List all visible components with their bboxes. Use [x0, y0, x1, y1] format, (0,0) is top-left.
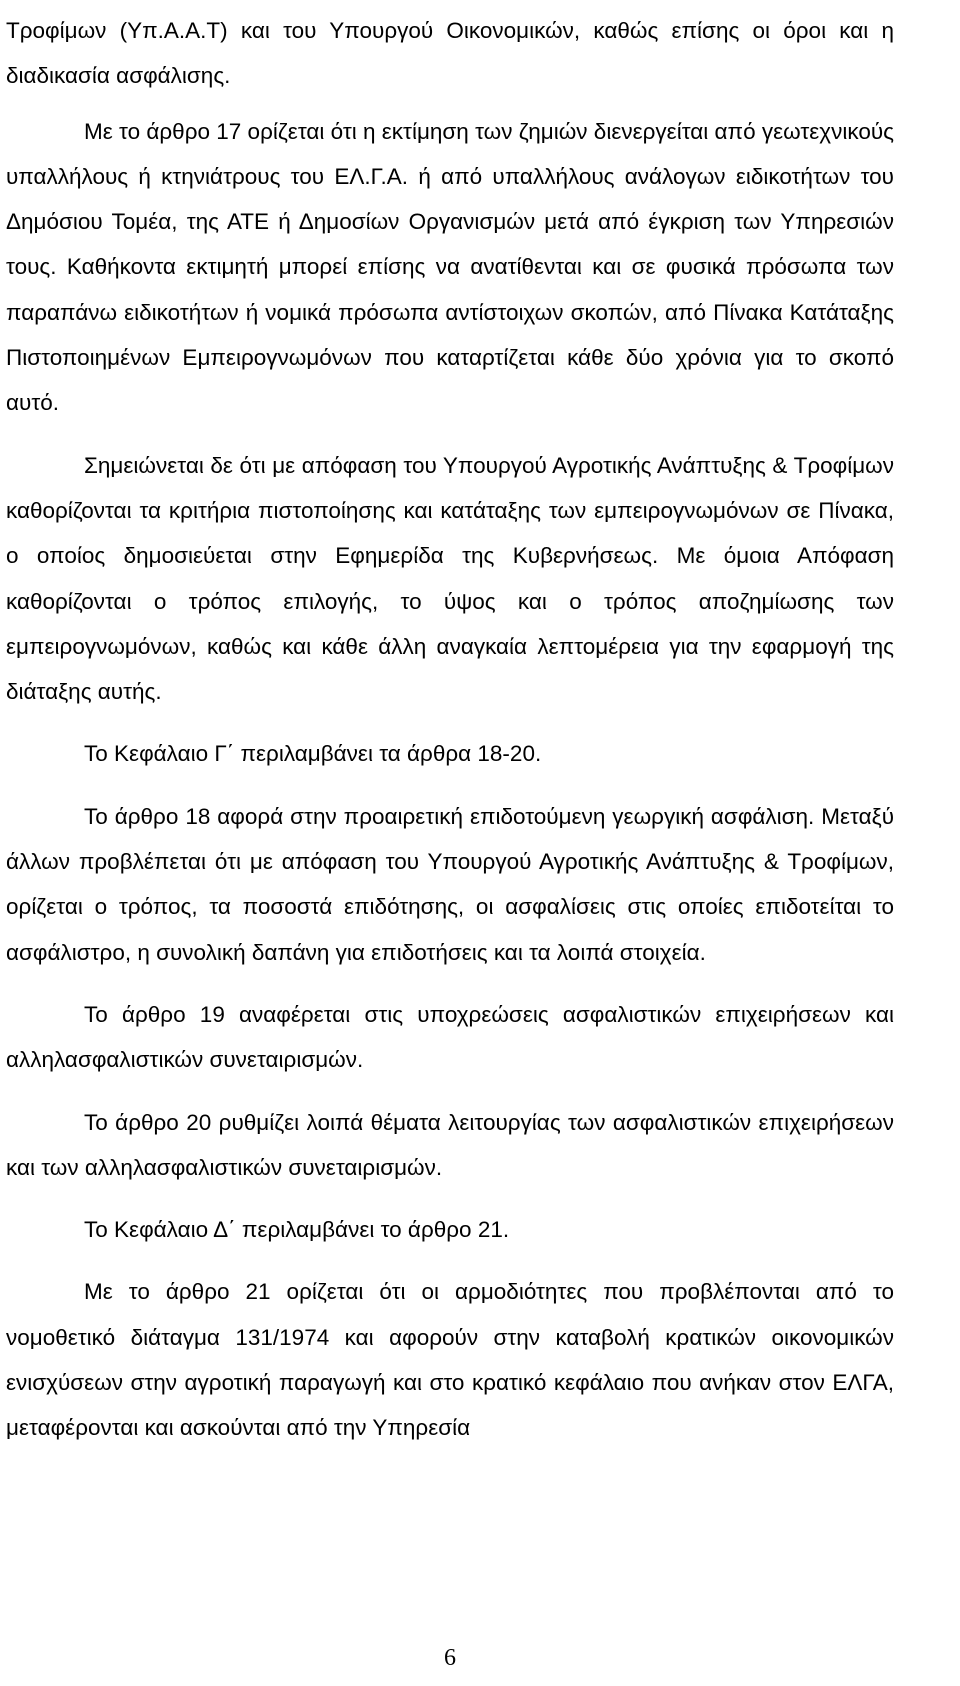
paragraph-article-18: Το άρθρο 18 αφορά στην προαιρετική επιδοτούμενη γεωργική ασφάλιση. Μεταξύ άλλων προβλέπεται ότι με απόφαση του Υπουργού Αγροτικής Ανάπτυξης & Τροφίμων, ορίζεται ο τρόπος, τα ποσοστά επιδότησης, οι ασφαλίσεις στις οποίες επιδοτείται το ασφάλιστρο, η συνολική δαπάνη για επιδοτήσεις και τα λοιπά στοιχεία.	[6, 803, 894, 965]
paragraph-article-21: Με το άρθρο 21 ορίζεται ότι οι αρμοδιότητες που προβλέπονται από το νομοθετικό διάταγμα 131/1974 και αφορούν στην καταβολή κρατικών οικονομικών ενισχύσεων στην αγροτική παραγωγή και στο κρατικό κεφάλαιο που ανήκαν στον ΕΛΓΑ, μεταφέρονται και ασκούνται από την Υπηρεσία	[6, 1279, 894, 1441]
paragraph-chapter-c: Το Κεφάλαιο Γ΄ περιλαμβάνει τα άρθρα 18-20.	[84, 741, 542, 767]
paragraph-article-19: Το άρθρο 19 αναφέρεται στις υποχρεώσεις ασφαλιστικών επιχειρήσεων και αλληλασφαλιστικών συνεταιρισμών.	[6, 1001, 894, 1073]
paragraph-article-20: Το άρθρο 20 ρυθμίζει λοιπά θέματα λειτουργίας των ασφαλιστικών επιχειρήσεων και των αλληλασφαλιστικών συνεταιρισμών.	[6, 1109, 894, 1180]
paragraph-continuation: Τροφίμων (Υπ.Α.Α.Τ) και του Υπουργού Οικονομικών, καθώς επίσης οι όροι και η διαδικασία ασφάλισης.	[6, 18, 894, 89]
paragraph-chapter-d: Το Κεφάλαιο Δ΄ περιλαμβάνει το άρθρο 21.	[84, 1217, 510, 1243]
paragraph-decision-note: Σημειώνεται δε ότι με απόφαση του Υπουργού Αγροτικής Ανάπτυξης & Τροφίμων καθορίζονται τα κριτήρια πιστοποίησης και κατάταξης των εμπειρογνωμόνων σε Πίνακα, ο οποίος δημοσιεύεται στην Εφημερίδα της Κυβερνήσεως. Με όμοια Απόφαση καθορίζονται ο τρόπος επιλογής, το ύψος και ο τρόπος αποζημίωσης των εμπειρογνωμόνων, καθώς και κάθε άλλη αναγκαία λεπτομέρεια για την εφαρμογή της διάταξης αυτής.	[6, 452, 894, 705]
page-number: 6	[444, 1645, 456, 1671]
paragraph-article-17: Με το άρθρο 17 ορίζεται ότι η εκτίμηση των ζημιών διενεργείται από γεωτεχνικούς υπαλλήλους ή κτηνιάτρους του ΕΛ.Γ.Α. ή από υπαλλήλους ανάλογων ειδικοτήτων του Δημόσιου Τομέα, της ΑΤΕ ή Δημοσίων Οργανισμών μετά από έγκριση των Υπηρεσιών τους. Καθήκοντα εκτιμητή μπορεί επίσης να ανατίθενται και σε φυσικά πρόσωπα των παραπάνω ειδικοτήτων ή νομικά πρόσωπα αντίστοιχων σκοπών, από Πίνακα Κατάταξης Πιστοποιημένων Εμπειρογνωμόνων που καταρτίζεται κάθε δύο χρόνια για το σκοπό αυτό.	[6, 118, 894, 416]
